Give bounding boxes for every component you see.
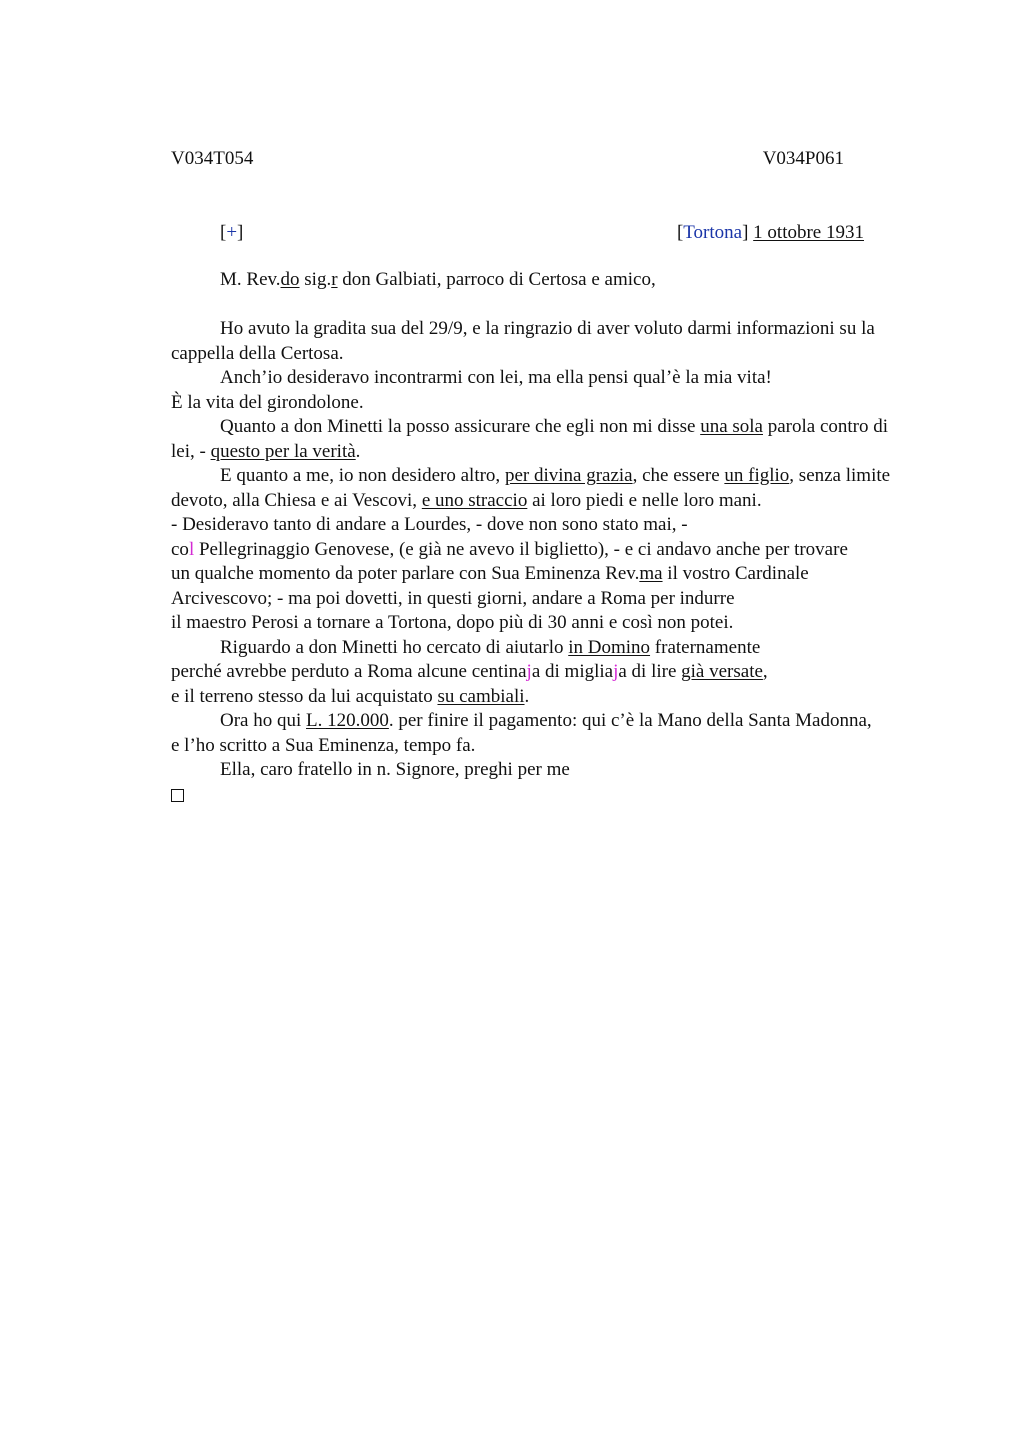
paragraph-7: [171, 709, 891, 734]
text: . per finire il pagamento: qui c’è la Mano della Santa Madonna,: [388, 710, 872, 731]
salutation: [171, 268, 891, 293]
text: parola contro di lei, -: [171, 416, 889, 462]
text: E quanto a me, io non desidero altro,: [220, 465, 505, 486]
paragraph-5-line-1: - Desideravo tanto di andare a Lourdes, - dove non sono stato mai, -: [171, 514, 688, 535]
paragraph-5-line-2: [171, 538, 891, 563]
spacer: [171, 293, 891, 318]
paragraph-8: Ella, caro fratello in n. Signore, preghi per me: [220, 759, 570, 780]
editorial-letter: j: [613, 661, 619, 682]
document-code-left: V034T054: [171, 148, 254, 169]
underlined-text: r: [331, 269, 338, 290]
text: ,: [762, 661, 768, 682]
underlined-text: do: [280, 269, 300, 290]
text: , senza limite devoto, alla Chiesa e ai Vescovi,: [171, 465, 891, 511]
underlined-text: ma: [639, 563, 663, 584]
bracket-close: ]: [237, 222, 244, 243]
bracket-open: [: [220, 222, 227, 243]
text: a di lire: [618, 661, 682, 682]
place-date: [677, 222, 864, 244]
bracket-open: [: [676, 222, 684, 243]
text: don Galbiati, parroco di Certosa e amico,: [337, 269, 656, 290]
text: un qualche momento da poter parlare con Sua Eminenza Rev.: [171, 563, 640, 584]
paragraph-7-line-2: e l’ho scritto a Sua Eminenza, tempo fa.: [171, 734, 476, 756]
paragraph-3: [171, 415, 891, 464]
text: a di miglia: [531, 661, 614, 682]
paragraph-6-line-3: [171, 685, 891, 710]
letter-body: [171, 268, 891, 809]
paragraph-2-line-2: È la vita del girondolone.: [171, 391, 364, 413]
letter-date: 1 ottobre 1931: [753, 222, 864, 243]
plus-link[interactable]: +: [226, 222, 238, 243]
text: .: [355, 440, 361, 462]
text: .: [524, 685, 530, 707]
underlined-text: in Domino: [568, 636, 651, 658]
underlined-text: una sola: [700, 416, 763, 437]
paragraph-2-line-1: Anch’io desideravo incontrarmi con lei, ma ella pensi qual’è la mia vita!: [220, 367, 772, 388]
text: Riguardo a don Minetti ho cercato di aiutarlo: [220, 636, 569, 658]
paragraph-5-line-3: [171, 562, 891, 611]
paragraph-4: [171, 464, 891, 513]
underlined-text: questo per la verità: [210, 440, 356, 462]
text: Pellegrinaggio Genovese, (e già ne avevo il biglietto), - e ci andavo anche per trovare: [194, 538, 848, 560]
square-icon: [171, 789, 184, 802]
plus-marker: [220, 222, 243, 244]
text: co: [171, 538, 189, 560]
editorial-letter: j: [526, 661, 532, 682]
text: e il terreno stesso da lui acquistato: [171, 685, 438, 707]
text: M. Rev.: [220, 269, 281, 290]
underlined-text: per divina grazia: [504, 465, 633, 486]
text: il vostro Cardinale Arcivescovo; - ma poi dovetti, in questi giorni, andare a Roma per indurre: [171, 563, 809, 609]
end-marker: [171, 783, 891, 810]
editorial-letter: l: [188, 538, 195, 560]
paragraph-6-line-1: [171, 636, 891, 661]
place-link[interactable]: Tortona: [683, 222, 743, 243]
bracket-close: ]: [742, 222, 749, 243]
paragraph-6-line-2: [171, 660, 891, 685]
text: , che essere: [632, 465, 725, 486]
document-code-right: V034P061: [762, 148, 844, 169]
paragraph-1: Ho avuto la gradita sua del 29/9, e la ringrazio di aver voluto darmi informazioni su la cappella della Certosa.: [171, 318, 875, 364]
text: fraternamente: [650, 636, 761, 658]
text: Quanto a don Minetti la posso assicurare che egli non mi disse: [220, 416, 701, 437]
underlined-text: su cambiali: [437, 685, 525, 707]
text: Ora ho qui: [220, 710, 307, 731]
underlined-text: già versate: [681, 661, 763, 682]
text: ai loro piedi e nelle loro mani.: [527, 489, 762, 511]
underlined-text: e uno straccio: [421, 489, 528, 511]
text: perché avrebbe perduto a Roma alcune centina: [171, 661, 527, 682]
underlined-text: un figlio: [724, 465, 790, 486]
paragraph-5-line-4: il maestro Perosi a tornare a Tortona, dopo più di 30 anni e così non potei.: [171, 612, 734, 633]
text: sig.: [299, 269, 332, 290]
underlined-text: L. 120.000: [306, 710, 389, 731]
